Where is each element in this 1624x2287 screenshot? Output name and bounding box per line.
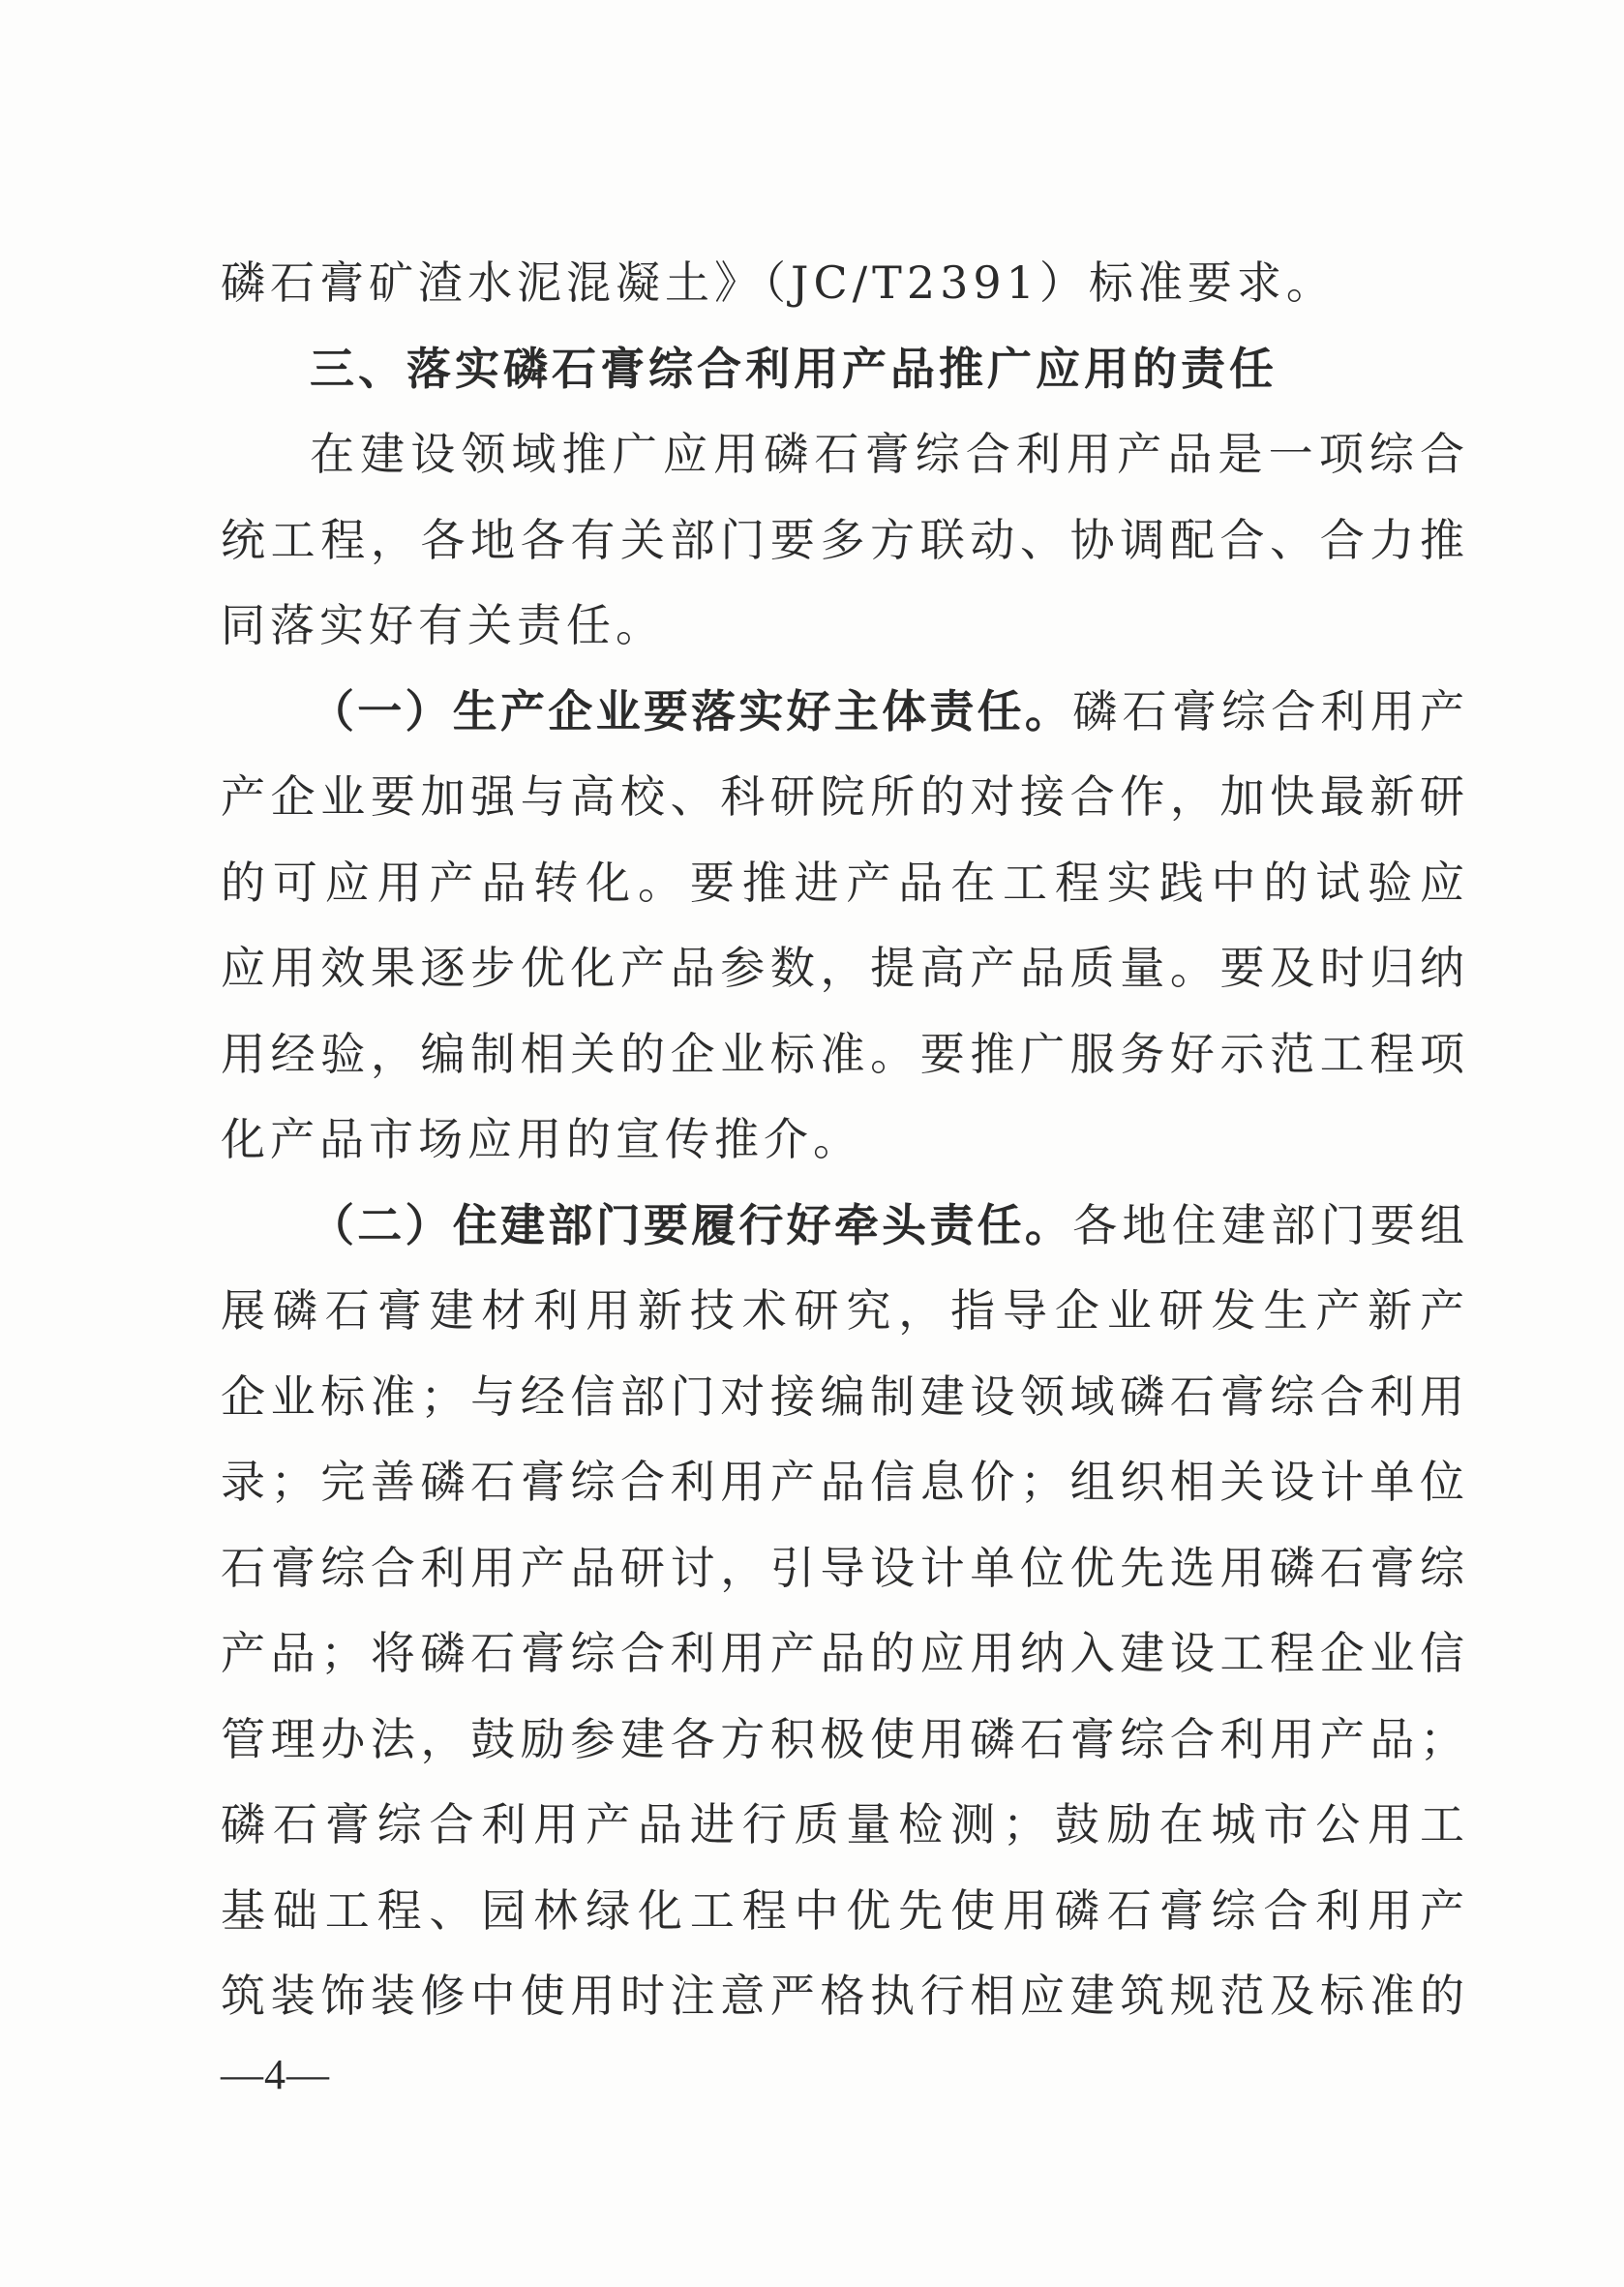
- subheading-two: （二）住建部门要履行好牵头责任。: [310, 1198, 1073, 1251]
- text-fragment: 各地住建部门要组: [1072, 1198, 1469, 1251]
- text-line: [221, 669, 1469, 755]
- text-line: 磷石膏综合利用产品进行质量检测；鼓励在城市公用工: [221, 1798, 1469, 1851]
- body-text: [221, 240, 1469, 2039]
- section-heading: 三、落实磷石膏综合利用产品推广应用的责任: [310, 342, 1278, 395]
- text-line: 磷石膏矿渣水泥混凝土》（JC/T2391）标准要求。: [221, 256, 1336, 309]
- text-line: 同落实好有关责任。: [221, 599, 665, 651]
- subheading-one: （一）生产企业要落实好主体责任。: [310, 684, 1073, 737]
- text-line: 筑装饰装修中使用时注意严格执行相应建筑规范及标准的: [221, 1970, 1469, 2022]
- text-line: 在建设领域推广应用磷石膏综合利用产品是一项综合: [310, 428, 1469, 480]
- text-line: 用经验，编制相关的企业标准。要推广服务好示范工程项: [221, 1027, 1469, 1080]
- text-fragment: 磷石膏综合利用产: [1072, 684, 1469, 737]
- text-line: 展磷石膏建材利用新技术研究，指导企业研发生产新产: [221, 1284, 1469, 1337]
- text-line: 产企业要加强与高校、科研院所的对接合作，加快最新研: [221, 770, 1469, 823]
- text-line: 管理办法，鼓励参建各方积极使用磷石膏综合利用产品；: [221, 1712, 1469, 1765]
- page-number: —4—: [221, 2051, 330, 2098]
- text-line: [221, 1183, 1469, 1269]
- text-line: 石膏综合利用产品研讨，引导设计单位优先选用磷石膏综: [221, 1541, 1469, 1594]
- text-line: 统工程，各地各有关部门要多方联动、协调配合、合力推: [221, 513, 1469, 566]
- text-line: 企业标准；与经信部门对接编制建设领域磷石膏综合利用: [221, 1369, 1469, 1423]
- text-line: 产品；将磷石膏综合利用产品的应用纳入建设工程企业信: [221, 1627, 1469, 1679]
- text-line: 的可应用产品转化。要推进产品在工程实践中的试验应: [221, 856, 1469, 909]
- text-line: 基础工程、园林绿化工程中优先使用磷石膏综合利用产: [221, 1883, 1469, 1937]
- text-line: 录；完善磷石膏综合利用产品信息价；组织相关设计单位: [221, 1456, 1469, 1508]
- text-line: 应用效果逐步优化产品参数，提高产品质量。要及时归纳: [221, 942, 1469, 994]
- text-line: 化产品市场应用的宣传推介。: [221, 1113, 862, 1165]
